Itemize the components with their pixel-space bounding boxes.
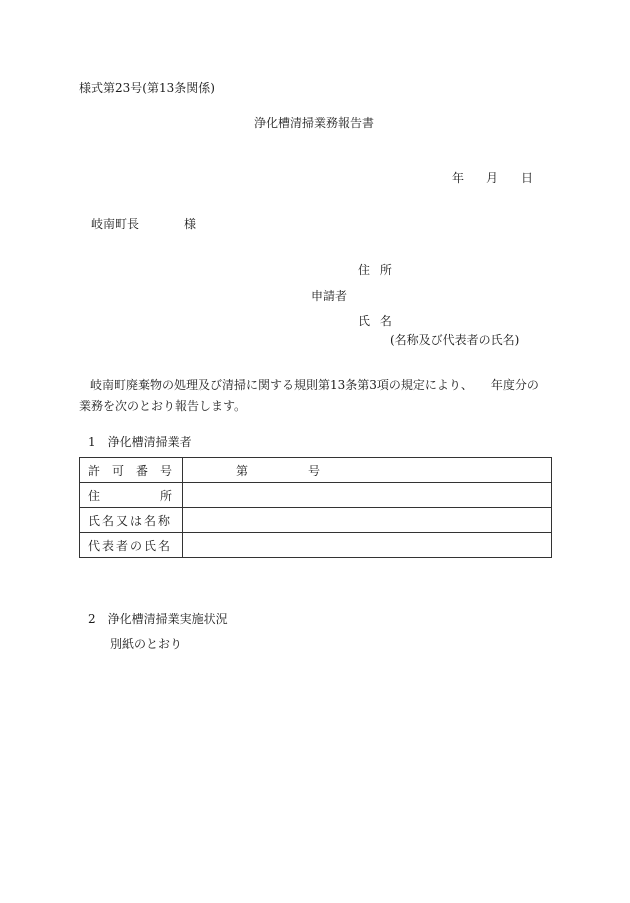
address-value[interactable] [183,483,552,508]
address-label [80,483,183,508]
name-or-company-value[interactable] [183,508,552,533]
contractor-info-table [79,457,552,558]
permit-number-value[interactable] [183,458,552,483]
section2-body: 別紙のとおり [110,637,183,651]
table-row [80,458,552,483]
document-title: 浄化槽清掃業務報告書 [254,116,375,130]
date-year-label: 年 [452,171,465,185]
applicant-address-label: 住 所 [358,263,392,277]
addressee-name: 岐南町長 [91,217,140,231]
permit-number-prefix: 第 [236,463,249,478]
date-day-label: 日 [521,171,534,185]
permit-number-label [80,458,183,483]
permit-number-suffix: 号 [308,463,321,478]
name-or-company-label: 氏名又は名称 [80,508,183,533]
label-char: 可 [111,463,126,478]
representative-name-value[interactable] [183,533,552,558]
section2-heading: 2 浄化槽清掃業実施状況 [88,612,228,626]
date-month-label: 月 [486,171,499,185]
report-body-text: 岐南町廃棄物の処理及び清掃に関する規則第13条第3項の規定により、 年度分の業務を次のとおり報告します。 [79,378,539,413]
section1-heading: 1 浄化槽清掃業者 [88,435,192,449]
addressee-honorific: 様 [184,217,197,231]
label-char: 号 [159,463,174,478]
table-row [80,508,552,533]
representative-name-label: 代表者の氏名 [80,533,183,558]
applicant-name-label: 氏 名 [358,314,392,328]
label-char: 許 [88,463,103,478]
table-row [80,533,552,558]
label-char: 住 [88,488,103,503]
applicant-label: 申請者 [311,289,348,303]
label-char: 所 [159,488,174,503]
table-row [80,483,552,508]
form-number: 様式第23号(第13条関係) [79,81,215,95]
applicant-name-note: (名称及び代表者の氏名) [390,333,520,347]
label-char: 番 [135,463,150,478]
